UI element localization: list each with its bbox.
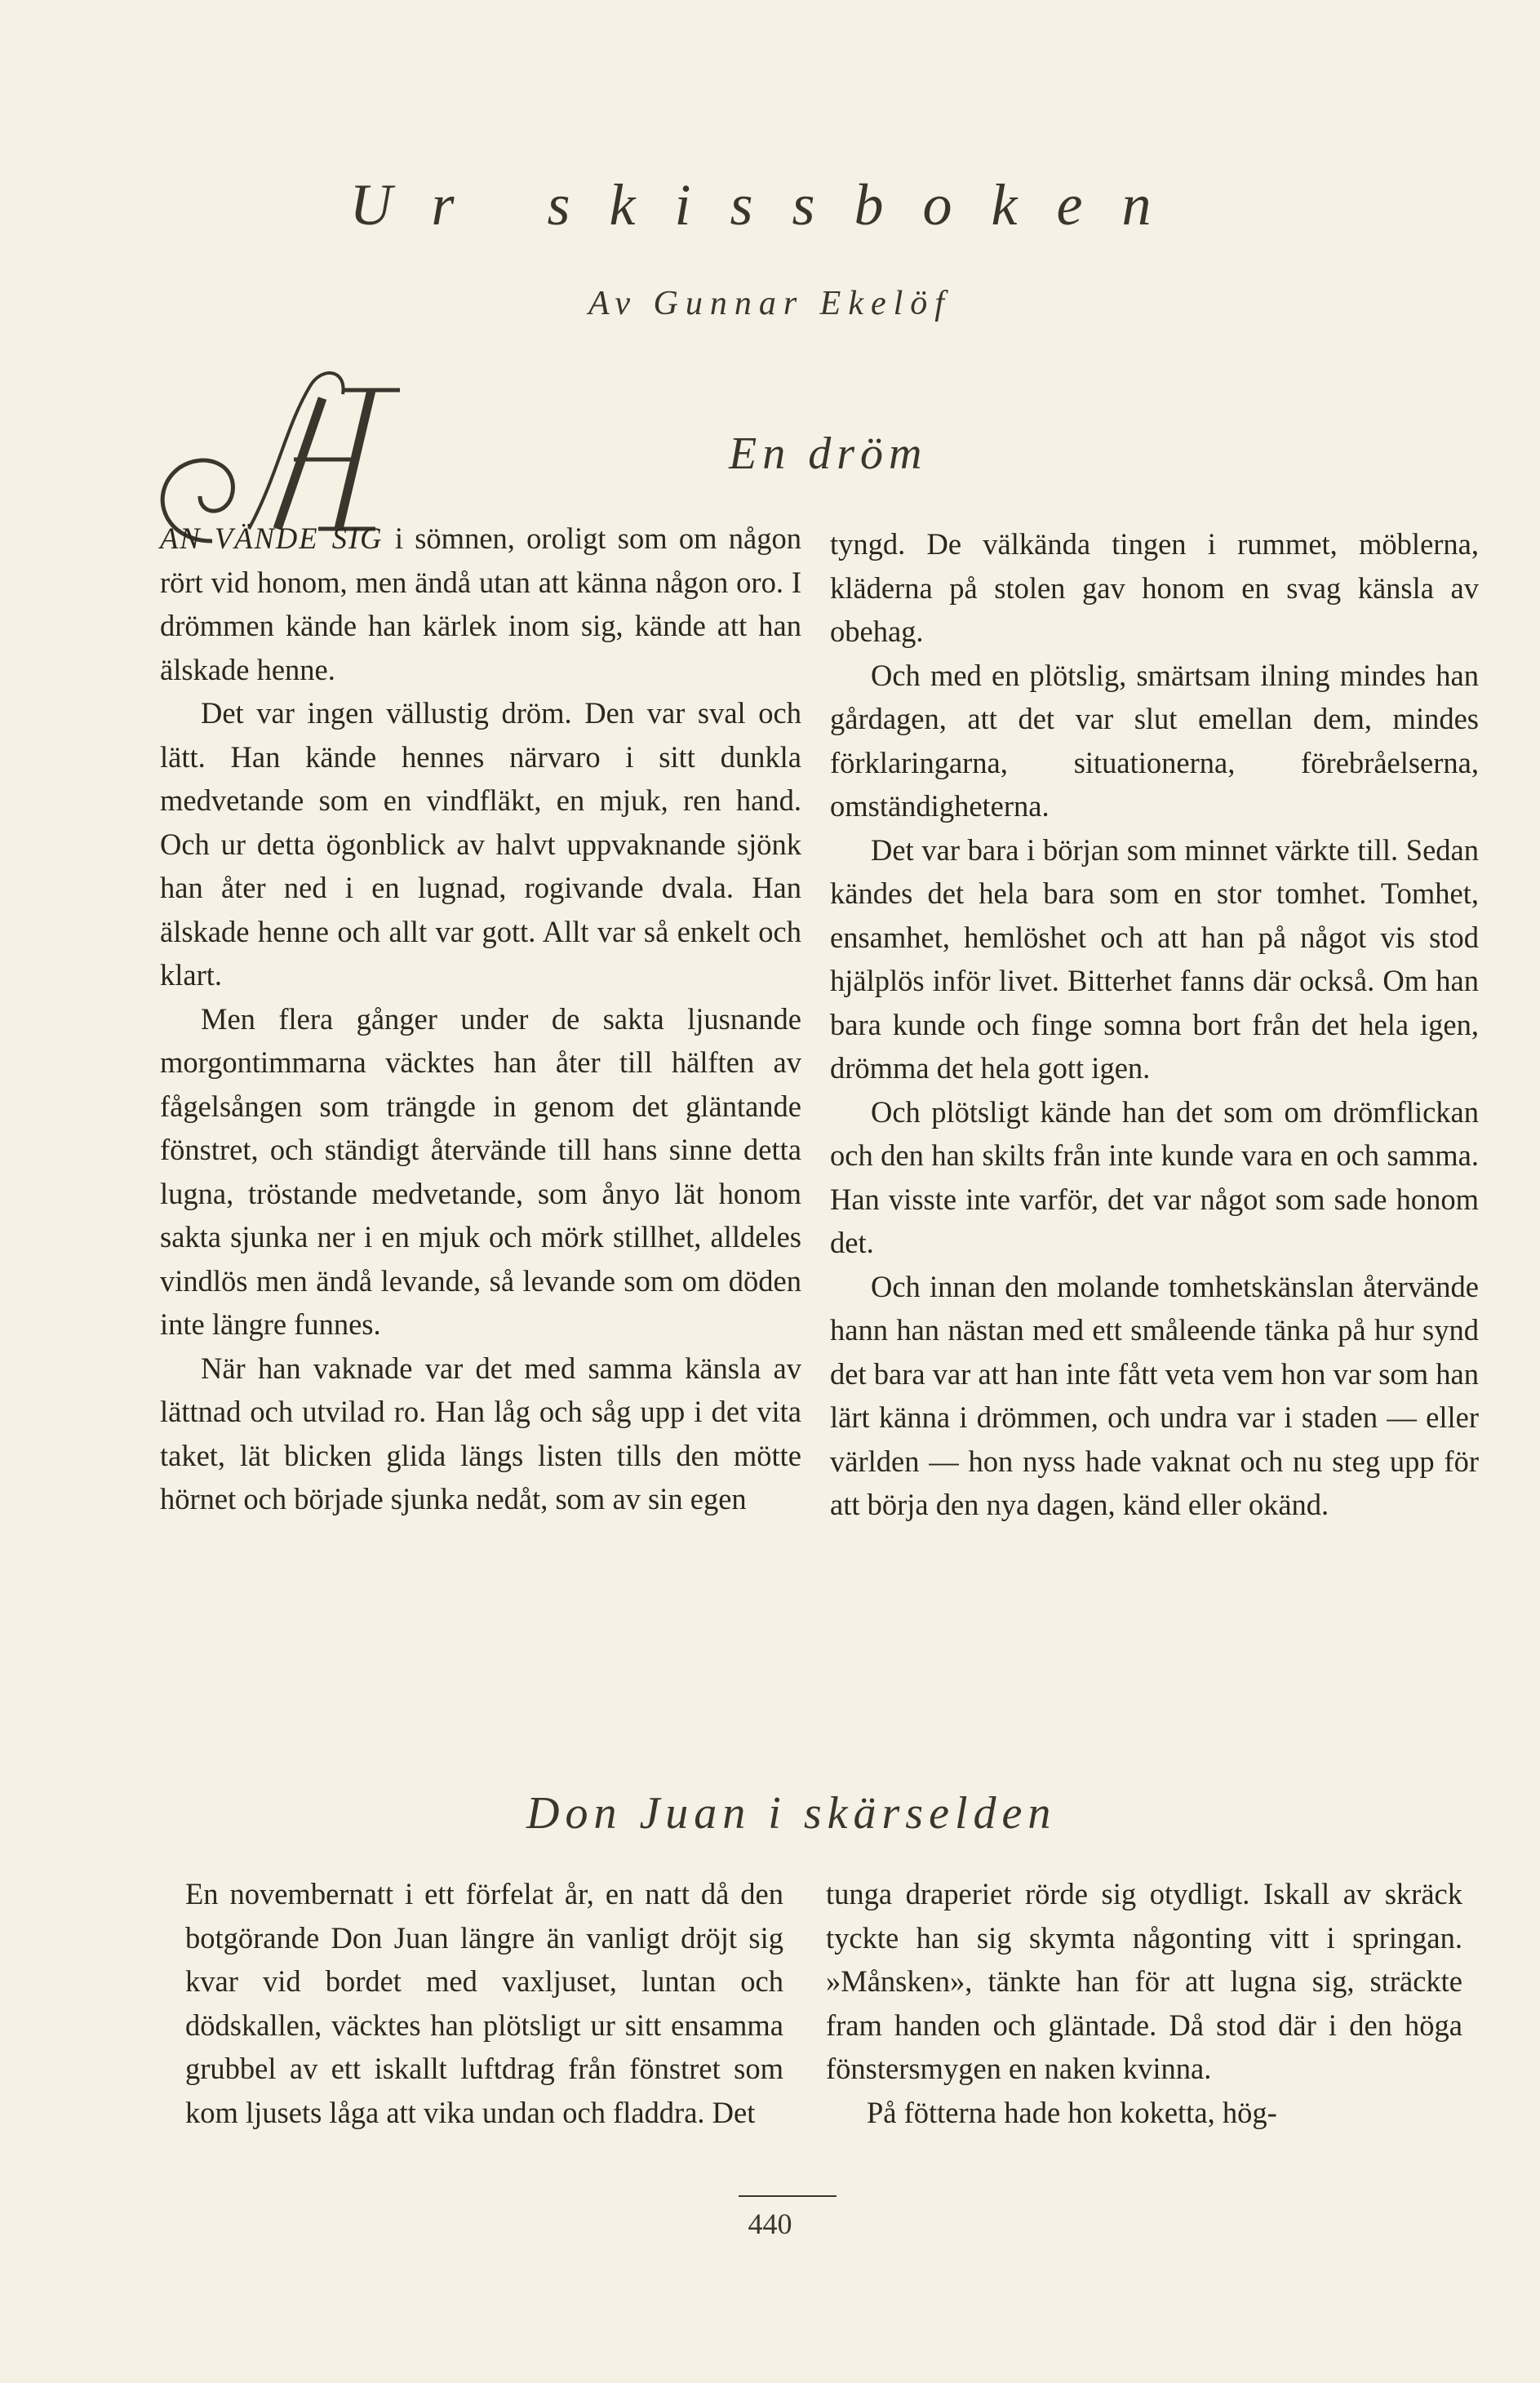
section-title-don-juan: Don Juan i skärselden [526, 1788, 1057, 1839]
section1-right-paragraph: Och plötsligt kände han det som om drömflickan och den han skilts från inte kunde vara en och samma. Han visste inte varför, det var något som sade honom det. [830, 1094, 1479, 1259]
section1-left-paragraph [160, 410, 802, 691]
dropcap-letter: H [277, 410, 278, 411]
article-title: Ur skissboken [349, 172, 1191, 237]
section2-right-paragraph: tunga draperiet rörde sig otydligt. Iskall av skräck tyckte han sig skymta någonting vitt i springan. »Månsken», tänkte han för att lugna sig, sträckte fram handen och gläntade. Då stod där i den höga fönstersmygen en naken kvinna. [826, 1877, 1462, 2085]
section1-left-paragraph: När han vaknade var det med samma känsla av lättnad och utvilad ro. Han låg och såg upp i det vita taket, lät blicken glida längs listen tills den mötte hörnet och började sjunka nedåt, som av sin egen [160, 1351, 801, 1515]
section1-right-paragraph: Det var bara i början som minnet värkte till. Sedan kändes det hela bara som en stor tomhet. Tomhet, ensamhet, hemlöshet och att han på något vis stod hjälplös inför livet. Bitterhet fanns där också. Om han bara kunde och finge somna bort från det hela igen, drömma det hela gott igen. [830, 832, 1479, 1085]
section2-right-column [826, 1872, 1462, 2134]
author-byline: Av Gunnar Ekelöf [588, 285, 952, 322]
section1-right-paragraph: Och med en plötslig, smärtsam ilning mindes han gårdagen, att det var slut emellan dem, mindes förklaringarna, situationerna, förebråelserna, omständigheterna. [830, 658, 1479, 823]
dropcap-h-ornament [155, 362, 408, 500]
page-number: 440 [748, 2208, 792, 2240]
footer-rule [739, 2195, 837, 2197]
section1-left-column [160, 410, 802, 1521]
section1-left-paragraph: Det var ingen vällustig dröm. Den var sval och lätt. Han kände hennes närvaro i sitt dunkla medvetande som en vindfläkt, en mjuk, ren hand. Och ur detta ögonblick av halvt uppvaknande sjönk han åter ned i en lugnad, rogivande dvala. Han älskade henne och allt var gott. Allt var så enkelt och klart. [160, 696, 801, 992]
lead-caps-text: AN VÄNDE SIG [160, 521, 384, 555]
section1-right-paragraph: tyngd. De välkända tingen i rummet, möblerna, kläderna på stolen gav honom en svag känsla av obehag. [830, 527, 1479, 648]
section1-left-paragraph: Men flera gånger under de sakta ljusnande morgontimmarna väcktes han åter till hälften av fågelsången som trängde in genom det gläntande fönstret, och ständigt återvände till hans sinne detta lugna, tröstande medvetande, som ånyo lät honom sakta sjunka ner i en mjuk och mörk stillhet, alldeles vindlös men ändå levande, så levande som om döden inte längre funnes. [160, 1001, 801, 1341]
section2-right-paragraph: På fötterna hade hon koketta, hög- [867, 2095, 1277, 2129]
section2-left-column [185, 1872, 783, 2134]
section1-left-paragraph-1-text: i sömnen, oroligt som om någon rört vid honom, men ändå utan att känna någon oro. I drömmen kände han kärlek inom sig, kände att han älskade henne. [160, 521, 802, 686]
section-title-en-drom: En dröm [729, 428, 928, 479]
section1-right-column [830, 522, 1479, 1527]
section2-left-paragraph: En novembernatt i ett förfelat år, en natt då den botgörande Don Juan längre än vanligt dröjt sig kvar vid bordet med vaxljuset, luntan och dödskallen, väcktes han plötsligt ur sitt ensamma grubbel av ett iskallt luftdrag från fönstret som kom ljusets låga att vika undan och fladdra. Det [185, 1877, 783, 2129]
section1-right-paragraph: Och innan den molande tomhetskänslan återvände hann han nästan med ett småleende tänka på hur synd det bara var att han inte fått veta vem hon var som han lärt känna i drömmen, och undra var i staden — eller världen — hon nyss hade vaknat och nu steg upp för att börja den nya dagen, känd eller okänd. [830, 1269, 1479, 1521]
